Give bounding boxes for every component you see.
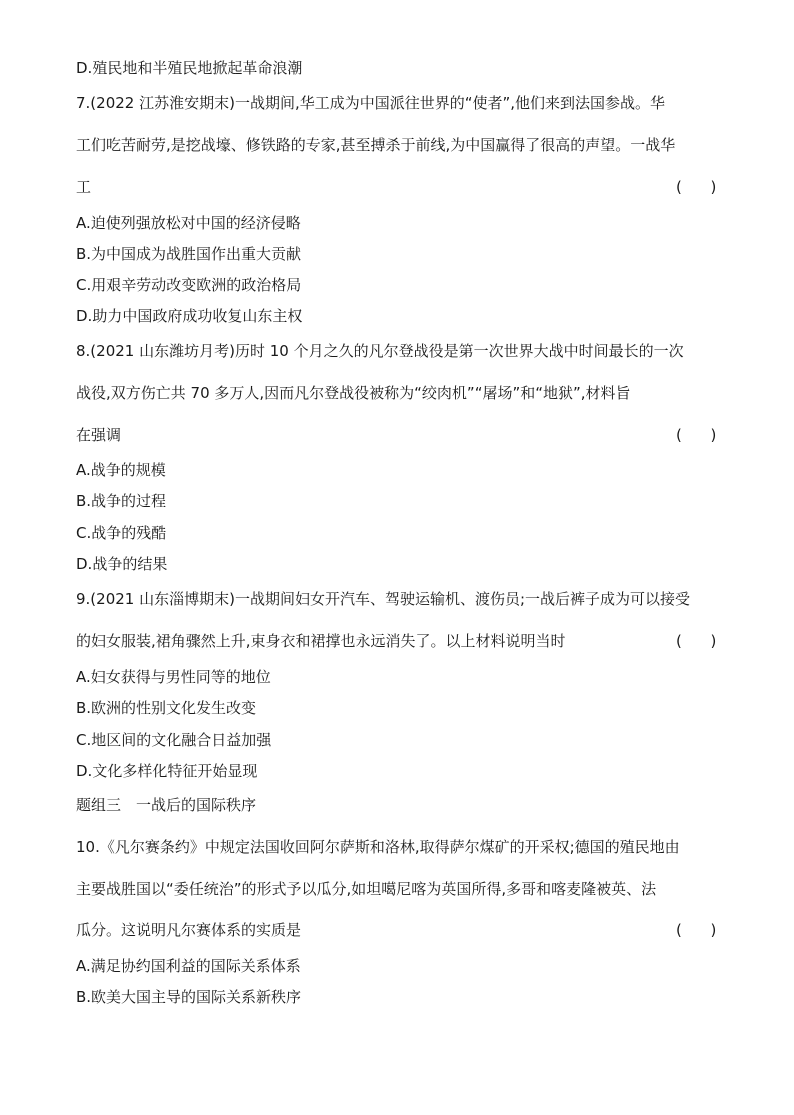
q8-option-c: C.战争的残酷 xyxy=(76,524,167,542)
q8-answer-blank: ( ) xyxy=(676,426,717,444)
q9-stem-line2: 的妇女服装,裙角骤然上升,束身衣和裙撑也永远消失了。以上材料说明当时 xyxy=(76,632,566,650)
q10-option-b: B.欧美大国主导的国际关系新秩序 xyxy=(76,988,302,1006)
q8-option-d: D.战争的结果 xyxy=(76,555,168,573)
q10-answer-blank: ( ) xyxy=(676,921,717,939)
q7-stem-line3: 工 xyxy=(76,178,92,196)
q7-option-d: D.助力中国政府成功收复山东主权 xyxy=(76,307,303,325)
q9-answer-blank: ( ) xyxy=(676,632,717,650)
q9-option-d: D.文化多样化特征开始显现 xyxy=(76,762,258,780)
q10-option-a: A.满足协约国利益的国际关系体系 xyxy=(76,957,301,975)
q10-stem-line3: 瓜分。这说明凡尔赛体系的实质是 xyxy=(76,921,302,939)
q8-stem-line3: 在强调 xyxy=(76,426,122,444)
q7-answer-blank: ( ) xyxy=(676,178,717,196)
q9-option-c: C.地区间的文化融合日益加强 xyxy=(76,731,272,749)
q7-option-b: B.为中国成为战胜国作出重大贡献 xyxy=(76,245,302,263)
q7-option-c: C.用艰辛劳动改变欧洲的政治格局 xyxy=(76,276,302,294)
q7-stem-line1: 7.(2022 江苏淮安期末)一战期间,华工成为中国派往世界的“使者”,他们来到法国参战。华 xyxy=(76,94,666,112)
q9-option-a: A.妇女获得与男性同等的地位 xyxy=(76,668,271,686)
q8-option-a: A.战争的规模 xyxy=(76,461,166,479)
q8-stem-line1: 8.(2021 山东潍坊月考)历时 10 个月之久的凡尔登战役是第一次世界大战中时间最长的一次 xyxy=(76,342,684,360)
q7-option-a: A.迫使列强放松对中国的经济侵略 xyxy=(76,214,301,232)
q9-stem-line1: 9.(2021 山东淄博期末)一战期间妇女开汽车、驾驶运输机、渡伤员;一战后裤子成为可以接受 xyxy=(76,590,691,608)
q6-option-d: D.殖民地和半殖民地掀起革命浪潮 xyxy=(76,59,303,77)
q8-option-b: B.战争的过程 xyxy=(76,492,167,510)
q8-stem-line2: 战役,双方伤亡共 70 多万人,因而凡尔登战役被称为“绞肉机”“屠场”和“地狱”,材料旨 xyxy=(76,384,631,402)
q7-stem-line2: 工们吃苦耐劳,是挖战壕、修铁路的专家,甚至搏杀于前线,为中国赢得了很高的声望。一战华 xyxy=(76,136,676,154)
section-heading: 题组三 一战后的国际秩序 xyxy=(76,796,257,814)
q10-stem-line1: 10.《凡尔赛条约》中规定法国收回阿尔萨斯和洛林,取得萨尔煤矿的开采权;德国的殖民地由 xyxy=(76,838,680,856)
q10-stem-line2: 主要战胜国以“委任统治”的形式予以瓜分,如坦噶尼喀为英国所得,多哥和喀麦隆被英、法 xyxy=(76,880,657,898)
q9-option-b: B.欧洲的性别文化发生改变 xyxy=(76,699,257,717)
